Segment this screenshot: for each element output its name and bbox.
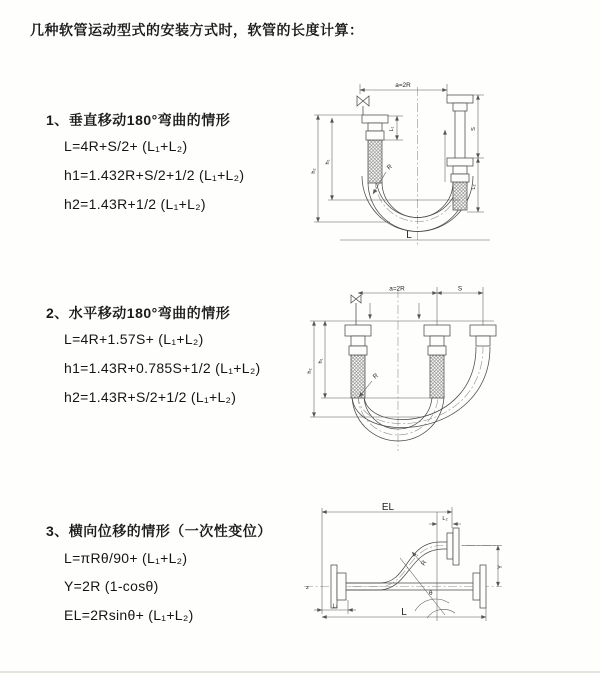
formula-line: h2=1.43R+1/2 (L₁+L₂) <box>64 196 206 212</box>
dim-label-l1: L₁ <box>389 126 395 132</box>
dim-label-l2: L₂ <box>471 184 477 190</box>
diagram-vertical-180-bend <box>300 74 555 254</box>
formula-line: L=4R+1.57S+ (L₁+L₂) <box>64 331 204 347</box>
section-2-heading: 2、水平移动180°弯曲的情形 <box>46 305 231 321</box>
dim-label-h1: h₁ <box>318 358 324 364</box>
dim-label-r: R <box>371 372 380 381</box>
dim-label-h2: h₂ <box>307 368 313 374</box>
dim-label-s: S <box>471 127 477 131</box>
axis-break-mark: z <box>306 585 309 591</box>
diagram-lateral-displacement <box>302 503 570 653</box>
dim-label-a2r: a=2R <box>389 285 405 293</box>
formula-line: h2=1.43R+S/2+1/2 (L₁+L₂) <box>64 389 237 405</box>
page-title: 几种软管运动型式的安装方式时，软管的长度计算： <box>30 22 364 38</box>
dimension-lines <box>307 286 494 418</box>
dim-label-y: Y <box>497 564 504 570</box>
formula-line: Y=2R (1-cosθ) <box>64 578 159 594</box>
dim-label-theta: θ <box>429 590 433 597</box>
dim-label-l: L <box>406 230 412 241</box>
valve-icon <box>351 295 361 325</box>
formula-line: h1=1.43R+0.785S+1/2 (L₁+L₂) <box>64 360 261 376</box>
section-3-heading: 3、横向位移的情形（一次性变位） <box>46 523 272 539</box>
dim-label-h2: h₂ <box>311 168 317 174</box>
dim-label-h1: h₁ <box>325 159 331 165</box>
hose-assembly <box>345 289 496 451</box>
dim-label-l: L <box>401 607 407 618</box>
valve-icon <box>357 96 369 115</box>
dim-label-r: R <box>385 163 394 172</box>
dim-label-l1: L₁ <box>332 603 338 610</box>
section-1-heading: 1、垂直移动180°弯曲的情形 <box>46 112 231 128</box>
dim-label-r: R <box>419 559 429 568</box>
dim-label-s: S <box>457 285 463 293</box>
scan-edge-artifact <box>0 671 600 673</box>
formula-line: EL=2Rsinθ+ (L₁+L₂) <box>64 607 194 623</box>
diagram-horizontal-180-bend <box>302 283 590 468</box>
dim-label-l2: L₂ <box>442 516 448 522</box>
formula-line: L=4R+S/2+ (L₁+L₂) <box>64 138 188 154</box>
dimension-lines <box>306 502 504 621</box>
formula-line: L=πRθ/90+ (L₁+L₂) <box>64 550 188 566</box>
formula-line: h1=1.432R+S/2+1/2 (L₁+L₂) <box>64 167 245 183</box>
dim-label-a2r: a=2R <box>395 82 411 89</box>
dim-label-el: EL <box>381 502 395 513</box>
